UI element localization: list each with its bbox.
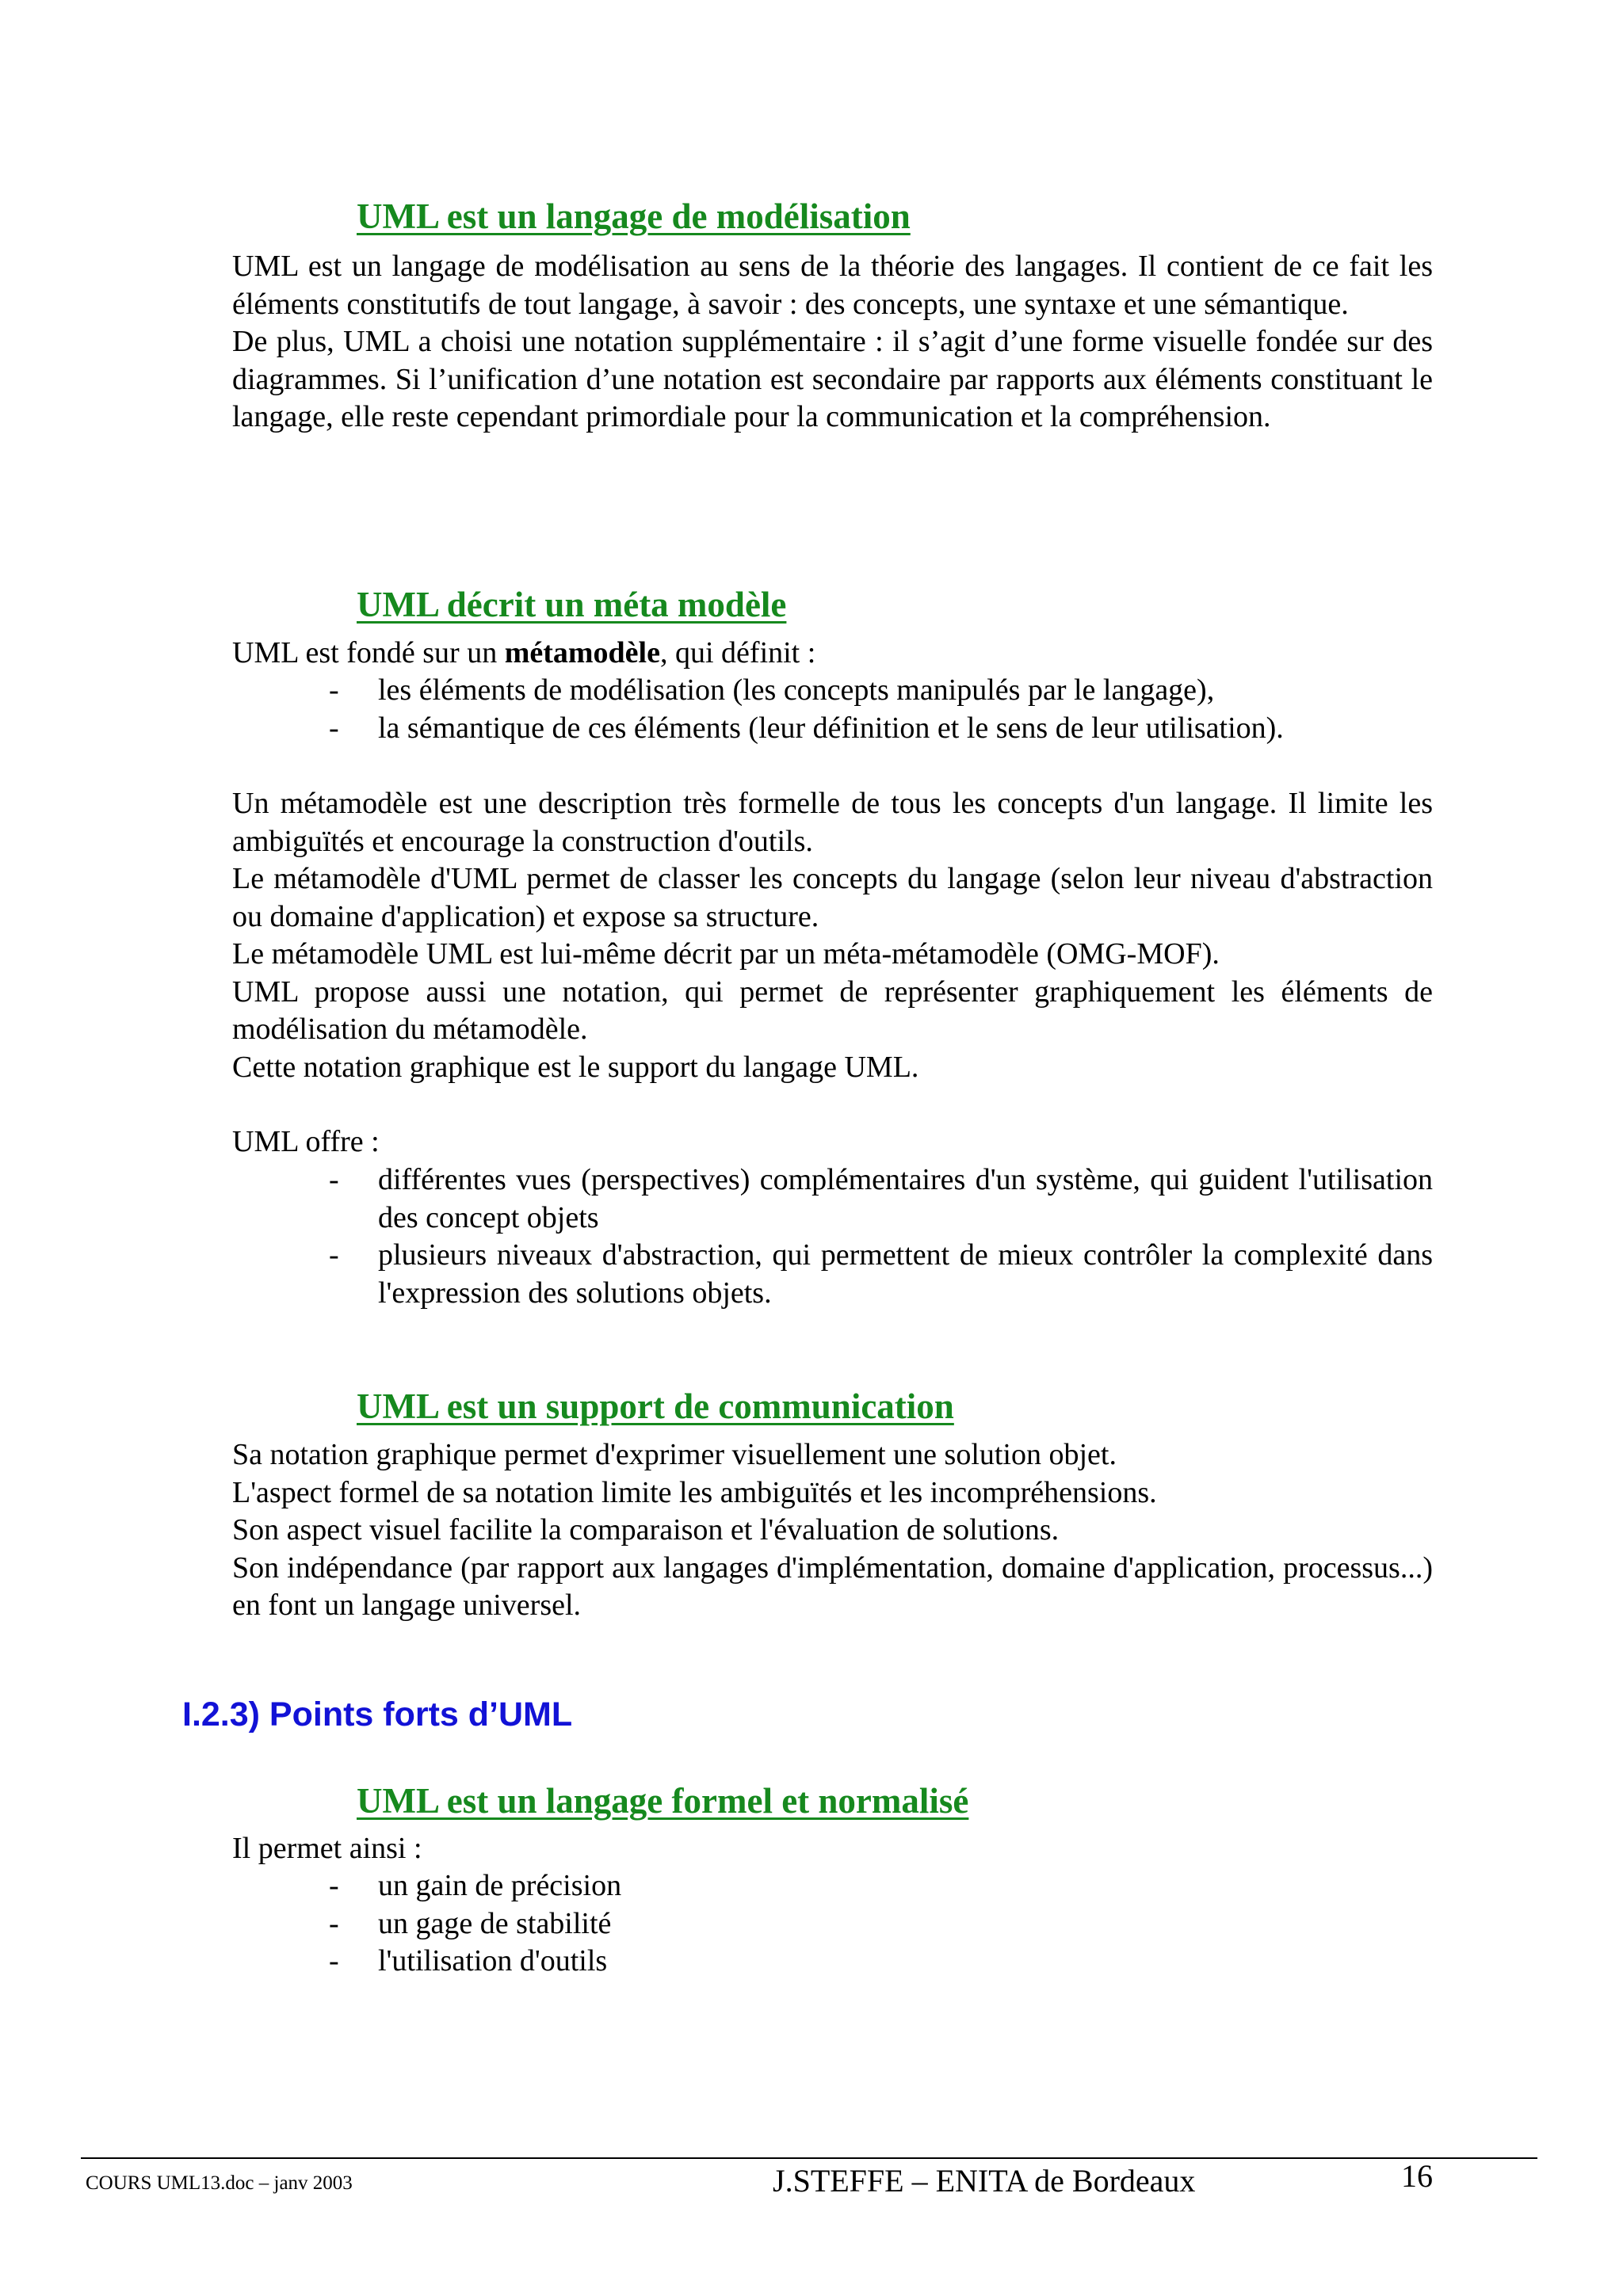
list-item (232, 710, 1433, 748)
metamodel-definition-list (232, 672, 1433, 747)
section2-body (232, 785, 1433, 1086)
dash-bullet: - (329, 673, 339, 707)
paragraph: Cette notation graphique est le support du langage UML. (232, 1050, 919, 1084)
paragraph: UML offre : (232, 1125, 380, 1158)
paragraph (232, 635, 1433, 673)
list-item (232, 1237, 1433, 1312)
benefits-list (232, 1867, 1433, 1981)
intro-bold-term: métamodèle (504, 636, 660, 669)
dash-bullet: - (329, 1869, 339, 1902)
paragraph: Un métamodèle est une description très formelle de tous les concepts d'un langage. Il limite les ambiguïtés et encourage la construction d'outils. (232, 787, 1433, 858)
paragraph: Sa notation graphique permet d'exprimer visuellement une solution objet. (232, 1438, 1117, 1471)
heading-points-forts: I.2.3) Points forts d’UML (182, 1695, 573, 1733)
paragraph: UML propose aussi une notation, qui permet de représenter graphiquement les éléments de modélisation du métamodèle. (232, 974, 1433, 1046)
section2-intro (232, 635, 1433, 673)
uml-offers-list (232, 1161, 1433, 1312)
section4-intro (232, 1830, 1433, 1868)
dash-bullet: - (329, 1238, 339, 1272)
footer-divider (81, 2157, 1537, 2159)
dash-bullet: - (329, 711, 339, 745)
uml-offers-intro (232, 1123, 1433, 1161)
paragraph: Le métamodèle UML est lui-même décrit par un méta-métamodèle (OMG-MOF). (232, 937, 1220, 971)
section3-body (232, 1436, 1433, 1625)
list-item (232, 672, 1433, 710)
footer-author: J.STEFFE – ENITA de Bordeaux (773, 2163, 1196, 2199)
list-item-text: les éléments de modélisation (les concepts manipulés par le langage), (378, 673, 1215, 707)
list-item (232, 1867, 1433, 1905)
heading-meta-modele: UML décrit un méta modèle (357, 585, 787, 624)
list-item-text: différentes vues (perspectives) complémentaires d'un système, qui guident l'utilisation des concept objets (378, 1163, 1433, 1234)
page-number: 16 (1401, 2158, 1433, 2194)
paragraph: L'aspect formel de sa notation limite les ambiguïtés et les incompréhensions. (232, 1475, 1157, 1509)
list-item (232, 1161, 1433, 1237)
list-item (232, 1943, 1433, 1981)
paragraph: Il permet ainsi : (232, 1832, 422, 1865)
list-item (232, 1905, 1433, 1943)
heading-langage-modelisation: UML est un langage de modélisation (357, 196, 911, 236)
intro-text-end: , qui définit : (659, 636, 816, 669)
footer-document-info: COURS UML13.doc – janv 2003 (86, 2172, 353, 2194)
dash-bullet: - (329, 1906, 339, 1940)
paragraph: Le métamodèle d'UML permet de classer les concepts du langage (selon leur niveau d'abstraction ou domaine d'application) et expose sa structure. (232, 862, 1433, 933)
list-item-text: la sémantique de ces éléments (leur définition et le sens de leur utilisation). (378, 711, 1284, 745)
heading-langage-formel: UML est un langage formel et normalisé (357, 1781, 969, 1821)
section1-body (232, 248, 1433, 437)
list-item-text: plusieurs niveaux d'abstraction, qui permettent de mieux contrôler la complexité dans l'expression des solutions objets. (378, 1238, 1433, 1310)
paragraph: Son indépendance (par rapport aux langages d'implémentation, domaine d'application, processus...) en font un langage universel. (232, 1550, 1433, 1622)
dash-bullet: - (329, 1163, 339, 1196)
intro-text: UML est fondé sur un (232, 636, 505, 669)
paragraph: Son aspect visuel facilite la comparaison et l'évaluation de solutions. (232, 1513, 1060, 1547)
dash-bullet: - (329, 1944, 339, 1978)
paragraph: UML est un langage de modélisation au sens de la théorie des langages. Il contient de ce fait les éléments constitutifs de tout langage, à savoir : des concepts, une syntaxe et une sémantique. (232, 250, 1433, 321)
list-item-text: l'utilisation d'outils (378, 1944, 608, 1978)
paragraph: De plus, UML a choisi une notation supplémentaire : il s’agit d’une forme visuelle fondée sur des diagrammes. Si l’unification d’une notation est secondaire par rapports aux éléments constituant le langage, elle reste cependant primordiale pour la communication et la compréhension. (232, 325, 1433, 433)
list-item-text: un gain de précision (378, 1869, 622, 1902)
list-item-text: un gage de stabilité (378, 1906, 612, 1940)
heading-support-communication: UML est un support de communication (357, 1386, 954, 1426)
